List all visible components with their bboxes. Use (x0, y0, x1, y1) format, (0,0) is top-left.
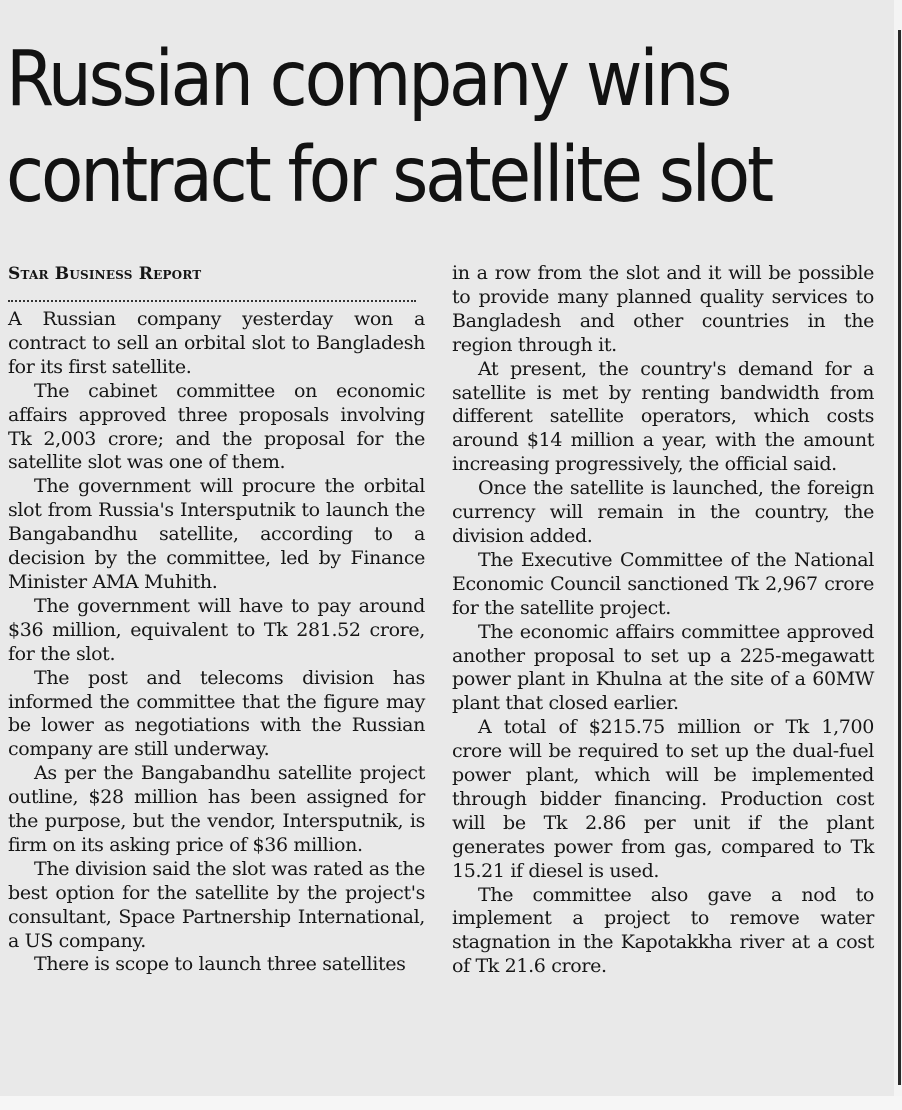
byline: Star Business Report (8, 264, 202, 284)
paragraph: The economic affairs committee approved another proposal to set up a 225-megawatt power plant in Khulna at the site of a 60MW plant that closed earlier. (452, 620, 874, 715)
paragraph: The post and telecoms division has informed the committee that the figure may be lower as negotiations with the Russian company are still underway. (8, 666, 425, 761)
headline-line-2: contract for satellite slot (6, 131, 772, 220)
paragraph: The committee also gave a nod to implement a project to remove water stagnation in the Kapotakkha river at a cost of Tk 21.6 crore. (452, 883, 874, 978)
column-rule-right (898, 30, 901, 1085)
paragraph: A total of $215.75 million or Tk 1,700 crore will be required to set up the dual-fuel power plant, which will be implemented through bidder financing. Production cost will be Tk 2.86 per unit if the plant generates power from gas, compared to Tk 15.21 if diesel is used. (452, 716, 874, 882)
paragraph: The government will have to pay around $36 million, equivalent to Tk 281.52 crore, for the slot. (8, 594, 425, 665)
paragraph-continued: in a row from the slot and it will be possible to provide many planned quality services to Bangladesh and other countries in the region through it. (452, 262, 874, 356)
byline-divider (8, 300, 416, 302)
headline (6, 32, 798, 224)
paragraph: The division said the slot was rated as the best option for the satellite by the project's consultant, Space Partnership International, a US company. (8, 857, 425, 952)
paragraph: The Executive Committee of the National Economic Council sanctioned Tk 2,967 crore for the satellite project. (452, 548, 874, 619)
paragraph: Once the satellite is launched, the foreign currency will remain in the country, the division added. (452, 477, 874, 547)
paragraph: A Russian company yesterday won a contract to sell an orbital slot to Bangladesh for its first satellite. (8, 308, 425, 378)
headline-line-1: Russian company wins (6, 35, 730, 124)
paragraph: At present, the country's demand for a satellite is met by renting bandwidth from different satellite operators, which costs around $14 million a year, with the amount increasing progressively, the official said. (452, 357, 874, 476)
paragraph: As per the Bangabandhu satellite project outline, $28 million has been assigned for the purpose, but the vendor, Intersputnik, is firm on its asking price of $36 million. (8, 762, 425, 856)
article-column-left (8, 262, 425, 977)
article-column-right (452, 262, 874, 979)
paragraph: The cabinet committee on economic affairs approved three proposals involving Tk 2,003 crore; and the proposal for the satellite slot was one of them. (8, 379, 425, 474)
page-edge-bottom (0, 1096, 902, 1110)
paragraph: There is scope to launch three satellites (34, 953, 406, 976)
paragraph: The government will procure the orbital slot from Russia's Intersputnik to launch the Bangabandhu satellite, according to a decision by the committee, led by Finance Minister AMA Muhith. (8, 475, 425, 593)
